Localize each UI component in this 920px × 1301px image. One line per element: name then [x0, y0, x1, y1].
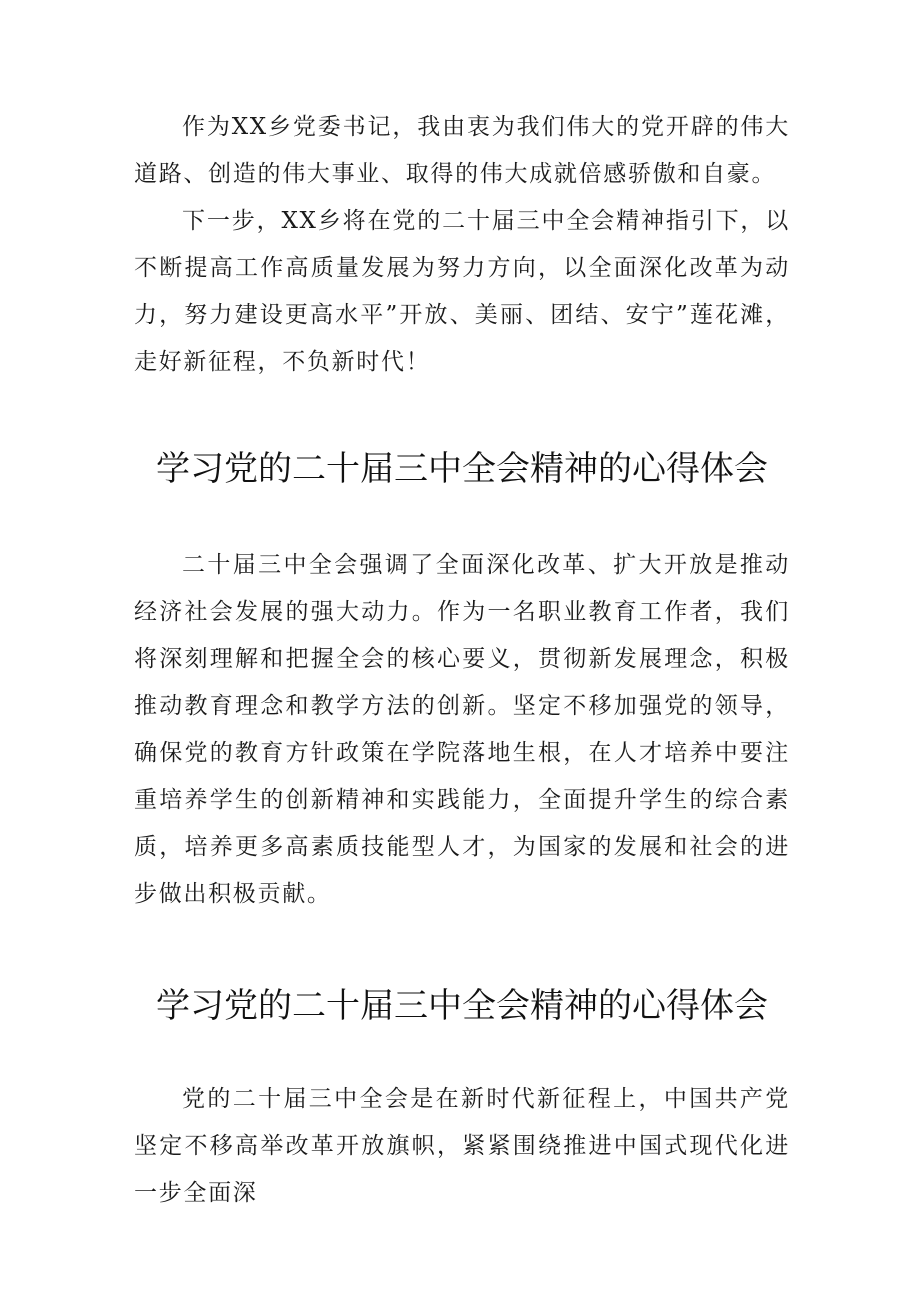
paragraph-secretary-pride: 作为XX乡党委书记，我由衷为我们伟大的党开辟的伟大道路、创造的伟大事业、取得的伟大成就倍感骄傲和自豪。 — [134, 114, 790, 187]
paragraph-reform-opening: 党的二十届三中全会是在新时代新征程上，中国共产党坚定不移高举改革开放旗帜，紧紧围绕推进中国式现代化进一步全面深 — [134, 1086, 790, 1206]
section-heading-1: 学习党的二十届三中全会精神的心得体会 — [156, 449, 768, 489]
paragraph-vocational-education: 二十届三中全会强调了全面深化改革、扩大开放是推动经济社会发展的强大动力。作为一名职业教育工作者，我们将深刻理解和把握全会的核心要义，贯彻新发展理念，积极推动教育理念和教学方法的创新。坚定不移加强党的领导，确保党的教育方针政策在学院落地生根，在人才培养中要注重培养学生的创新精神和实践能力，全面提升学生的综合素质，培养更多高素质技能型人才，为国家的发展和社会的进步做出积极贡献。 — [134, 552, 790, 907]
section-heading-2: 学习党的二十届三中全会精神的心得体会 — [156, 986, 768, 1026]
document-body — [134, 100, 790, 1217]
paragraph-next-step: 下一步，XX乡将在党的二十届三中全会精神指引下，以不断提高工作高质量发展为努力方向，以全面深化改革为动力，努力建设更高水平”开放、美丽、团结、安宁”莲花滩，走好新征程，不负新时代！ — [134, 208, 790, 375]
